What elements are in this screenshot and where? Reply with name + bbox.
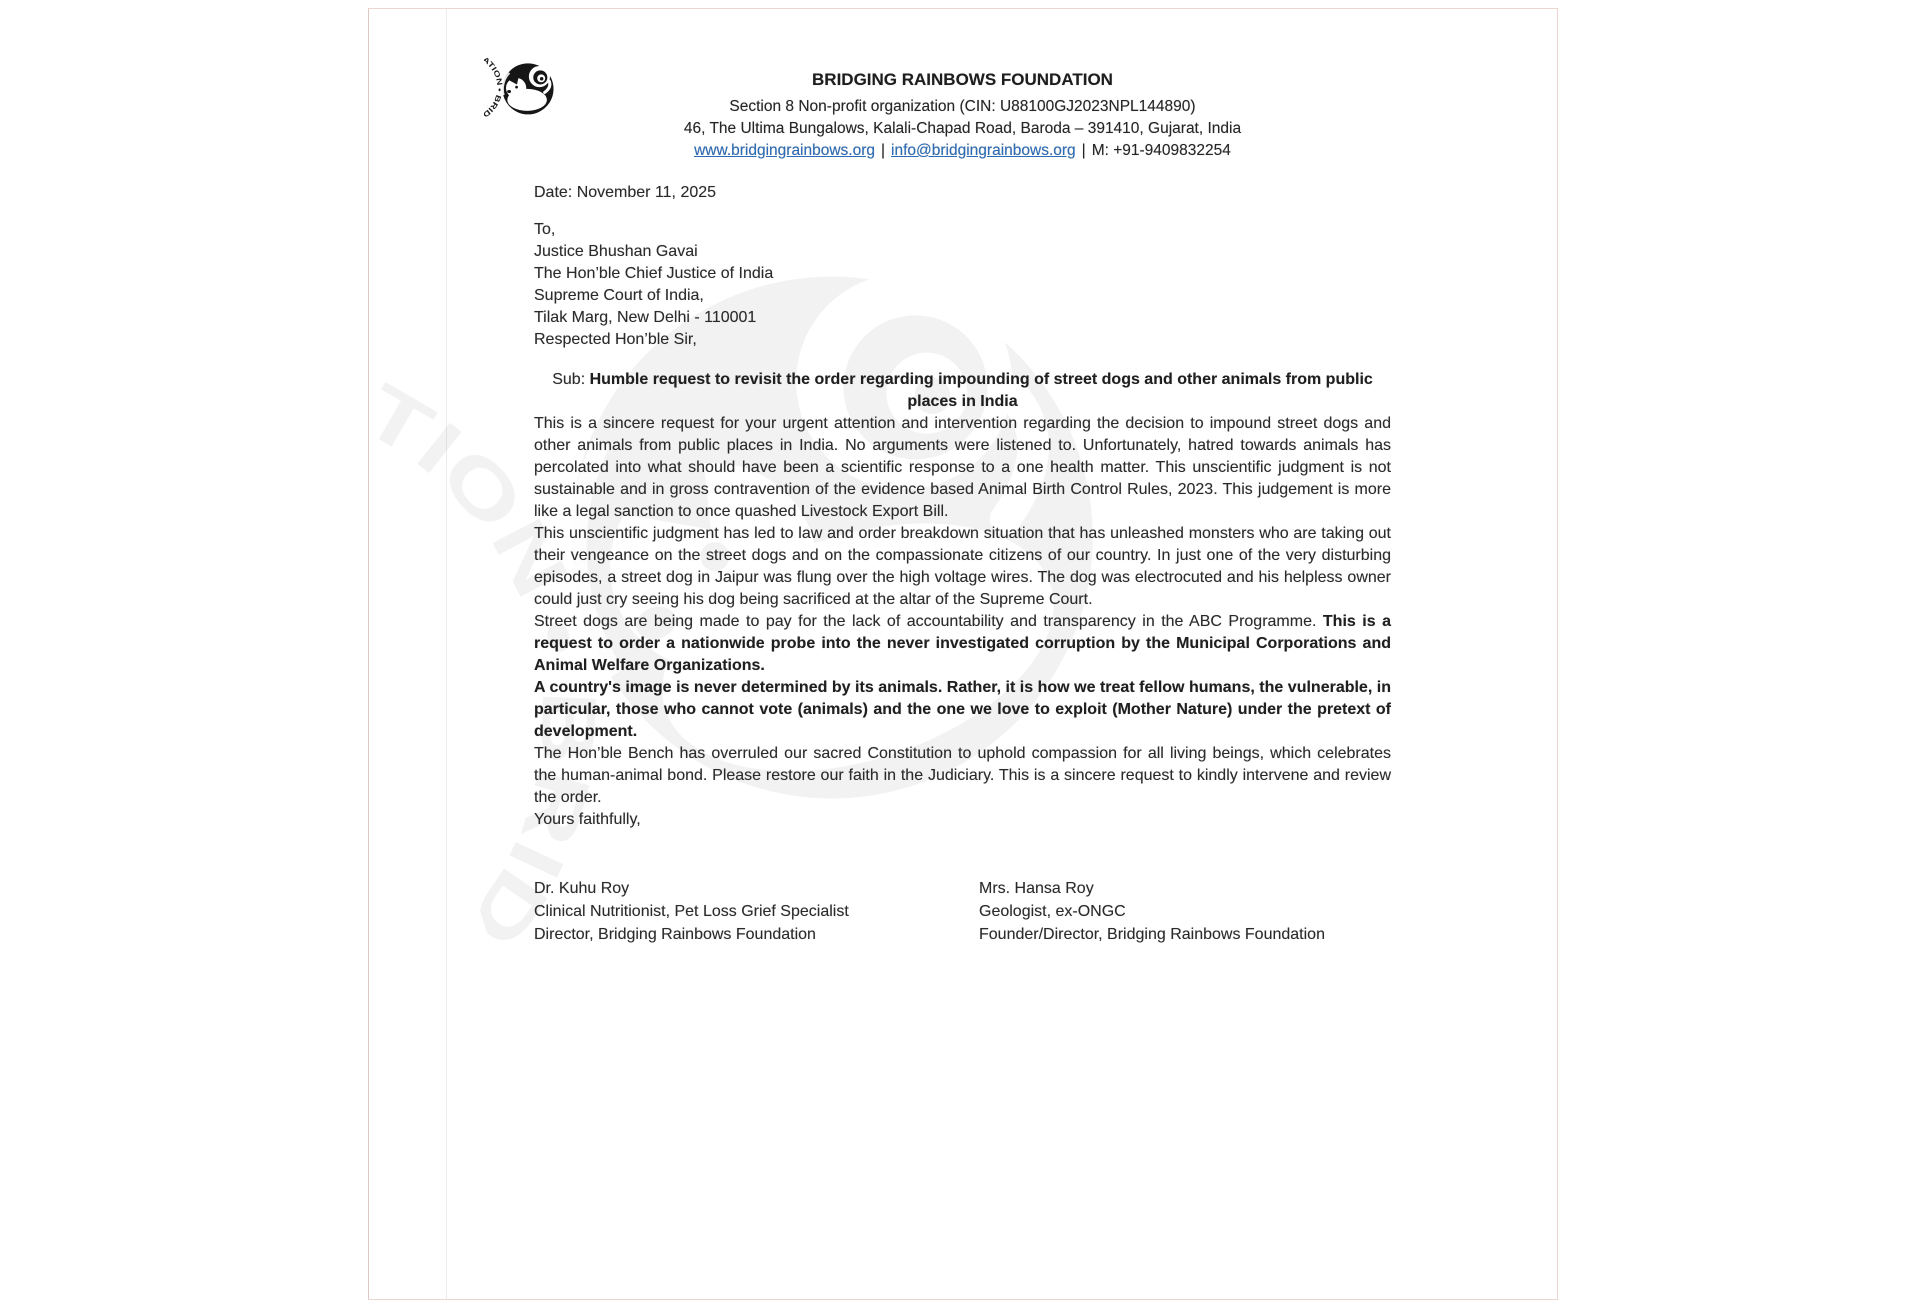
date-line: Date: November 11, 2025 (534, 184, 717, 201)
closing: Yours faithfully, (534, 811, 641, 828)
signatory-name: Mrs. Hansa Roy (979, 880, 1094, 897)
org-contact-line (534, 140, 1391, 162)
recipient-block (534, 219, 1391, 329)
paragraph-3 (534, 611, 1391, 677)
paragraph-3-bold: This is a request to order a nationwide probe into the never investigated corruption by the Municipal Corporations and Animal Welfare Organizations. (534, 613, 1391, 674)
recipient-line: Supreme Court of India, (534, 287, 704, 304)
website-link[interactable]: www.bridgingrainbows.org (694, 142, 876, 159)
signatory-left (534, 877, 979, 946)
signatory-name: Dr. Kuhu Roy (534, 880, 630, 897)
letterhead (534, 67, 1391, 162)
paragraph-4: A country's image is never determined by its animals. Rather, it is how we treat fellow humans, the vulnerable, in particular, those who cannot vote (animals) and the one we love to exploit (Mother Nature) under the pretext of development. (534, 679, 1391, 740)
paragraph-1: This is a sincere request for your urgent attention and intervention regarding the decision to impound street dogs and other animals from public places in India. No arguments were listened to. Unfortunately, hatred towards animals has percolated into what should have been a scientific response to a one health matter. This unscientific judgment is not sustainable and in gross contravention of the evidence based Animal Birth Control Rules, 2023. This judgement is more like a legal sanction to once quashed Livestock Export Bill. (534, 415, 1391, 520)
org-name: BRIDGING RAINBOWS FOUNDATION (812, 70, 1113, 89)
recipient-line: The Hon’ble Chief Justice of India (534, 265, 774, 282)
subject-text: Humble request to revisit the order regarding impounding of street dogs and other animals from public places in India (589, 371, 1373, 410)
signatory-right (979, 877, 1391, 946)
separator: | (881, 142, 886, 159)
signature-block (534, 877, 1391, 946)
subject-prefix: Sub: (552, 371, 590, 388)
recipient-line: To, (534, 221, 556, 238)
signatory-role: Founder/Director, Bridging Rainbows Foundation (979, 926, 1325, 943)
email-link[interactable]: info@bridgingrainbows.org (891, 142, 1076, 159)
signatory-title: Geologist, ex-ONGC (979, 903, 1126, 920)
salutation: Respected Hon’ble Sir, (534, 331, 697, 348)
org-type: Section 8 Non-profit organization (CIN: U88100GJ2023NPL144890) (729, 98, 1196, 115)
signatory-role: Director, Bridging Rainbows Foundation (534, 926, 816, 943)
letter-body (534, 182, 1391, 946)
phone-number: M: +91-9409832254 (1091, 142, 1231, 159)
recipient-line: Tilak Marg, New Delhi - 110001 (534, 309, 757, 326)
separator: | (1081, 142, 1086, 159)
paragraph-5: The Hon’ble Bench has overruled our sacred Constitution to uphold compassion for all living beings, which celebrates the human-animal bond. Please restore our faith in the Judiciary. This is a sincere request to kindly intervene and review the order. (534, 745, 1391, 806)
org-address: 46, The Ultima Bungalows, Kalali-Chapad Road, Baroda – 391410, Gujarat, India (683, 120, 1242, 137)
letter-page (368, 8, 1558, 1300)
subject-line (534, 369, 1391, 413)
recipient-line: Justice Bhushan Gavai (534, 243, 698, 260)
signatory-title: Clinical Nutritionist, Pet Loss Grief Specialist (534, 903, 849, 920)
scan-artifact-line (446, 9, 447, 1299)
paragraph-2: This unscientific judgment has led to law and order breakdown situation that has unleashed monsters who are taking out their vengeance on the street dogs and on the compassionate citizens of our country. In just one of the very disturbing episodes, a street dog in Jaipur was flung over the high voltage wires. The dog was electrocuted and his helpless owner could just cry seeing his dog being sacrificed at the altar of the Supreme Court. (534, 525, 1391, 608)
paragraph-3-normal: Street dogs are being made to pay for the lack of accountability and transparency in the ABC Programme. (534, 613, 1323, 630)
